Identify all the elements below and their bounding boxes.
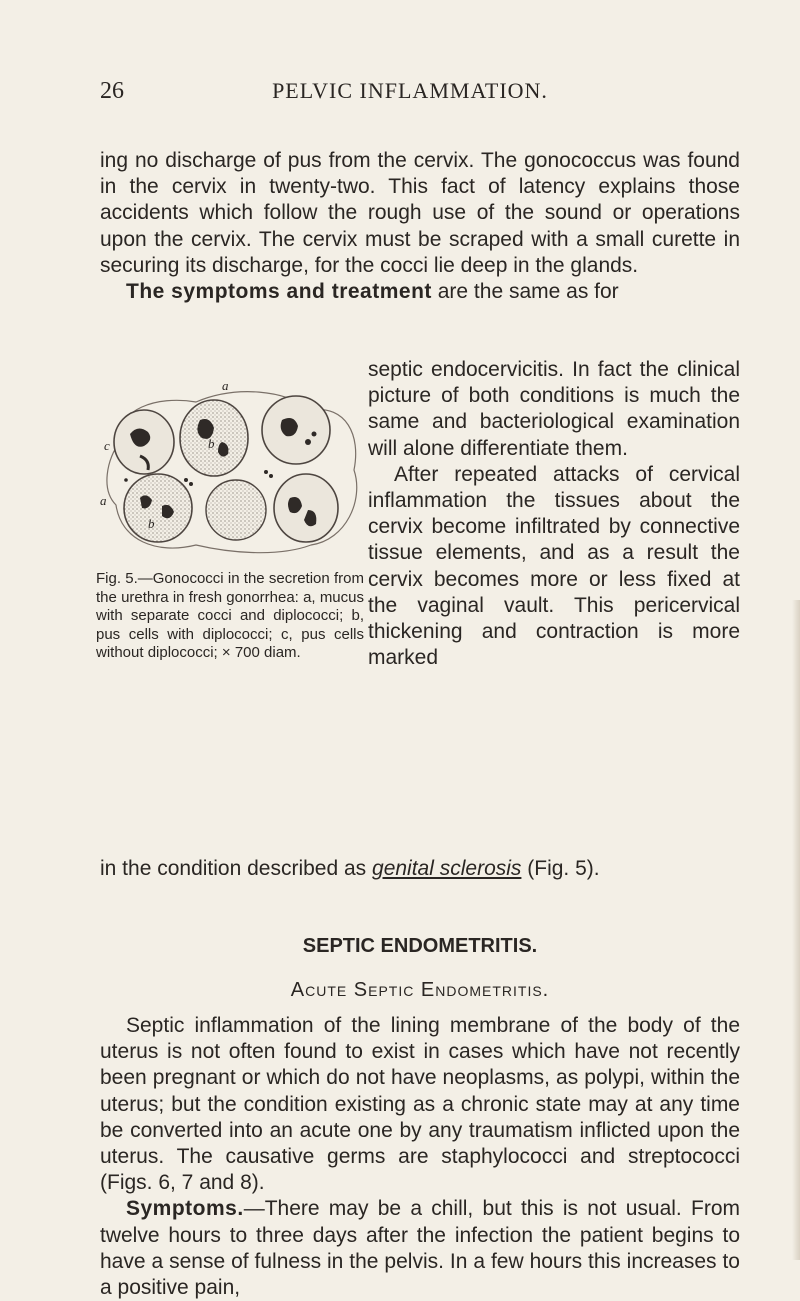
lead-rest: are the same as for xyxy=(431,280,619,304)
page-header xyxy=(100,78,720,108)
right-column-paragraph-2: After repeated attacks of cervical inflammation the tissues about the cervix become infiltrated by connective tissue elements, and as a result the cervix becomes more or less fixed at the vaginal vault. This pericervical thickening and contraction is more marked xyxy=(368,462,740,670)
section-heading: SEPTIC ENDOMETRITIS. xyxy=(302,935,538,957)
tail-pre: in the condition described as xyxy=(100,857,373,880)
symptoms-rest: —There may be a chill, but this is not usual. From twelve hours to three days after the infection the patient begins to have a sense of fulness in the pelvis. In a few hours this increases to a positive pain, xyxy=(100,1197,740,1300)
paragraph-symptoms xyxy=(100,1196,740,1301)
gonococci-micrograph xyxy=(96,380,366,560)
figure-label-a-left: a xyxy=(100,493,107,508)
figure-label-c: c xyxy=(104,438,110,453)
page-number: 26 xyxy=(100,78,124,104)
paragraph-symptoms-treatment xyxy=(100,279,740,305)
tail-post: (Fig. 5). xyxy=(521,857,600,880)
section-subheading: Acute Septic Endometritis. xyxy=(290,979,550,1001)
septic-endometritis-text xyxy=(100,1013,740,1301)
figure-caption: Fig. 5.—Gonococci in the secretion from the urethra in fresh gonorrhea: a, mucus with separate cocci and diplococci; b, pus cells with diplococci; c, pus cells without diplococci; × 700 diam. xyxy=(96,570,364,661)
figure-label-b: b xyxy=(208,436,215,451)
genital-sclerosis-term: genital sclerosis xyxy=(372,857,522,880)
figure-label-b-left: b xyxy=(148,516,155,531)
figure-5 xyxy=(96,380,366,900)
running-head: PELVIC INFLAMMATION. xyxy=(272,78,548,103)
figure-label-a: a xyxy=(222,380,229,393)
right-column-paragraph-1: septic endocervicitis. In fact the clinical picture of both conditions is much the same and bacteriological examination will alone differentiate them. xyxy=(368,358,740,460)
full-width-tail xyxy=(100,856,740,882)
right-column-text xyxy=(368,357,740,671)
paragraph-septic-inflammation: Septic inflammation of the lining membrane of the body of the uterus is not often found to exist in cases which have not recently been pregnant or which do not have neoplasms, as polypi, within the uterus; but the condition existing as a chronic state may at any time be converted into an acute one by any traumatism inflicted upon the uterus. The causative germs are staphylococci and streptococci (Figs. 6, 7 and 8). xyxy=(100,1014,740,1195)
symptoms-lead: Symptoms. xyxy=(126,1197,244,1221)
opening-text xyxy=(100,148,740,305)
paragraph-continuation: ing no discharge of pus from the cervix. The gonococcus was found in the cervix in twenty-two. This fact of latency explains those accidents which follow the rough use of the sound or operations upon the cervix. The cervix must be scraped with a small curette in securing its discharge, for the cocci lie deep in the glands. xyxy=(100,149,740,277)
bold-lead: The symptoms and treatment xyxy=(126,280,432,304)
page-edge-shadow xyxy=(792,600,800,1260)
